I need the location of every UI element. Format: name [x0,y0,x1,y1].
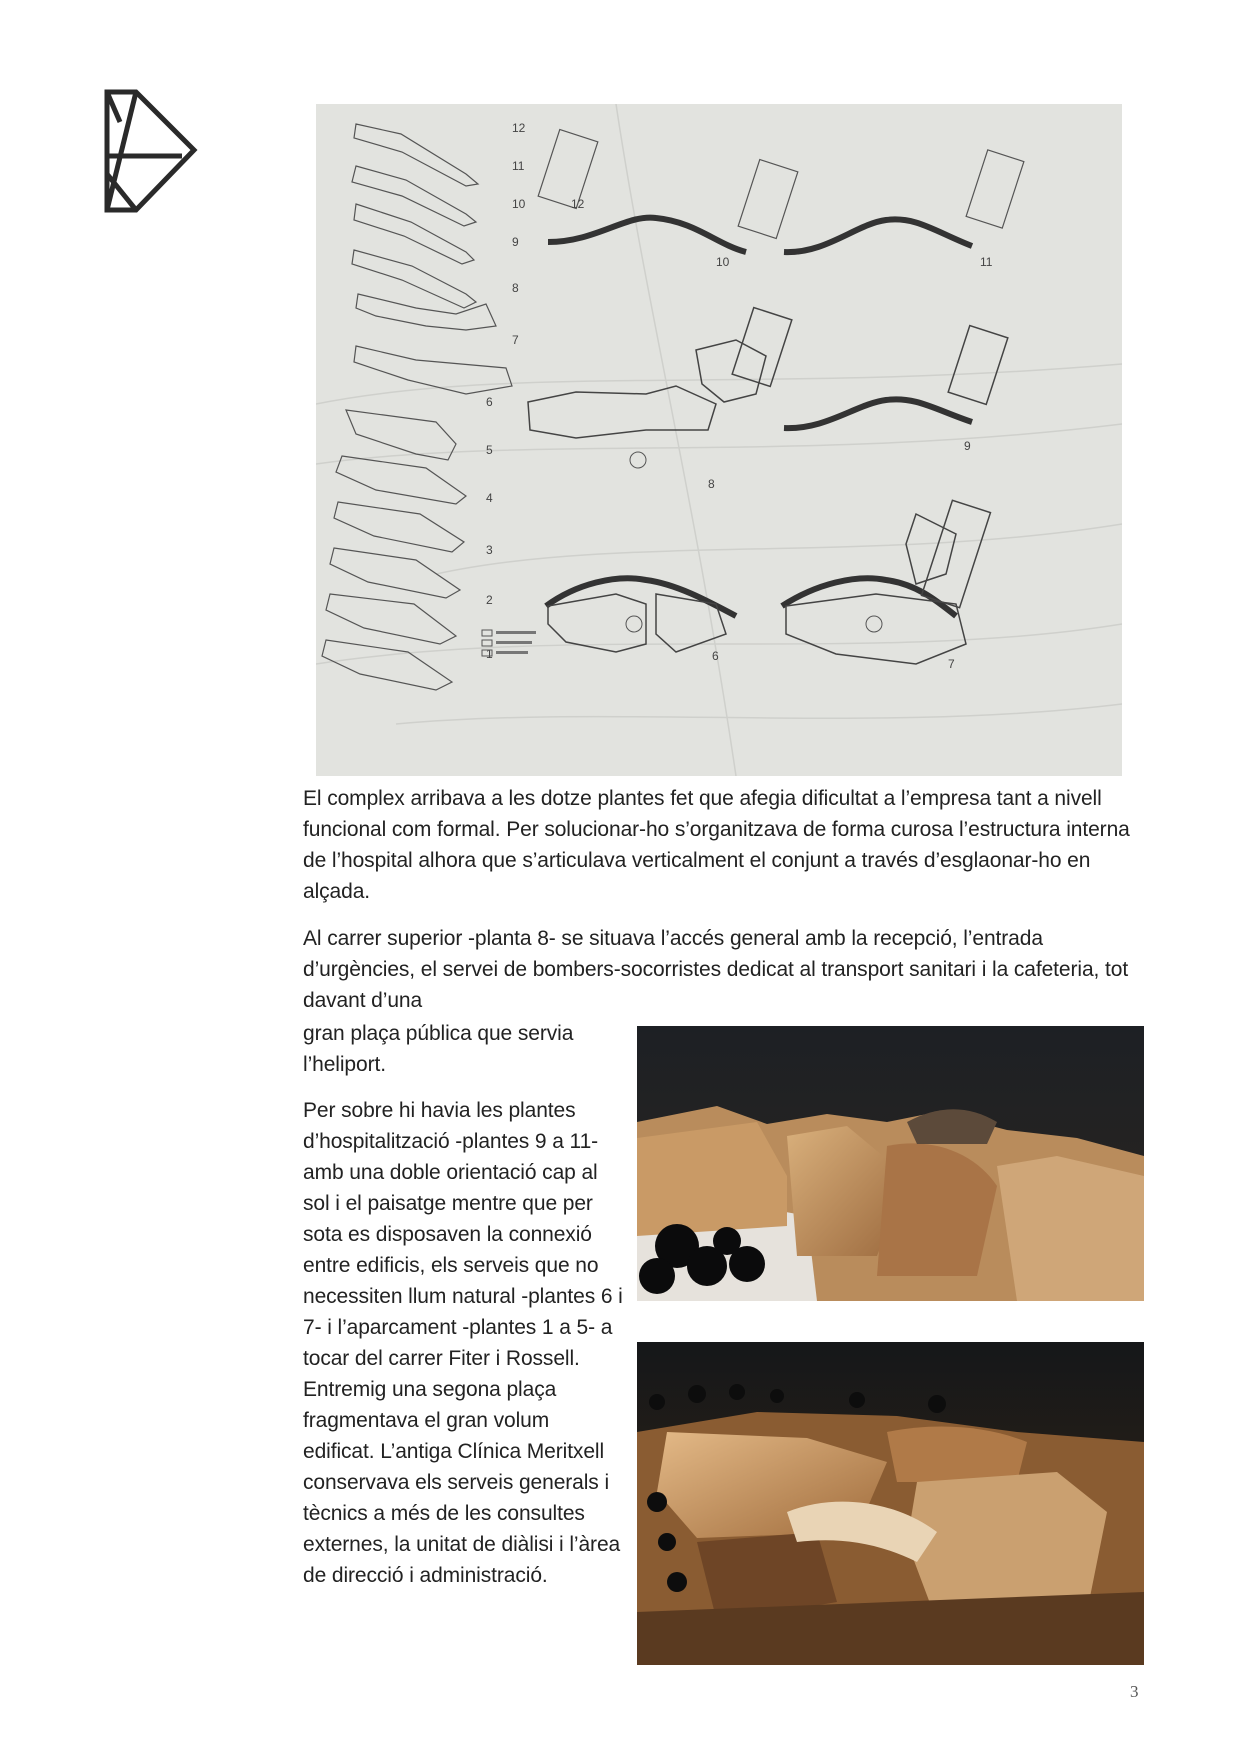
svg-text:2: 2 [486,593,493,607]
svg-text:1: 1 [486,647,493,661]
angular-d-logo-icon [102,88,198,216]
svg-text:5: 5 [486,443,493,457]
svg-text:12: 12 [512,121,526,135]
svg-text:12: 12 [571,197,585,211]
svg-text:8: 8 [708,477,715,491]
svg-text:6: 6 [712,649,719,663]
architectural-model-photo-2 [637,1342,1144,1665]
paragraph-floor-8-continued: gran plaça pública que servia l’heliport. [303,1022,574,1076]
svg-text:6: 6 [486,395,493,409]
svg-text:11: 11 [512,159,525,173]
publisher-logo [102,88,198,216]
paragraph-floors-intro: El complex arribava a les dotze plantes fet que afegia dificultat a l’empresa tant a nivell funcional com formal. Per solucionar-ho s’organitzava de forma curosa l’estructura interna de l’hospital alhora que s’articulava verticalment el conjunt a través d’esglaonar-ho en alçada. [303,787,1130,903]
page-number: 3 [1130,1682,1139,1701]
svg-text:9: 9 [512,235,519,249]
floor-plans-figure [316,104,1122,776]
svg-text:8: 8 [512,281,519,295]
svg-text:7: 7 [512,333,519,347]
paragraph-floor-8-access: Al carrer superior -planta 8- se situava l’accés general amb la recepció, l’entrada d’urgències, el servei de bombers-socorristes dedicat al transport sanitari i la cafeteria, tot davant d’una [303,927,1129,1012]
svg-text:7: 7 [948,657,955,671]
svg-text:10: 10 [512,197,526,211]
svg-text:9: 9 [964,439,971,453]
svg-text:11: 11 [980,255,993,269]
svg-text:3: 3 [486,543,493,557]
architectural-model-photo-1 [637,1026,1144,1301]
svg-text:10: 10 [716,255,730,269]
paragraph-floor-distribution: Per sobre hi havia les plantes d’hospitalització -plantes 9 a 11- amb una doble orientació cap al sol i el paisatge mentre que per sota es disposaven la connexió entre edificis, els serveis que no necessiten llum natural -plantes 6 i 7- i l’aparcament -plantes 1 a 5- a tocar del carrer Fiter i Rossell. Entremig una segona plaça fragmentava el gran volum edificat. L’antiga Clínica Meritxell conservava els serveis generals i tècnics a més de les consultes externes, la unitat de diàlisi i l’àrea de direcció i administració. [303,1099,623,1587]
svg-text:4: 4 [486,491,493,505]
